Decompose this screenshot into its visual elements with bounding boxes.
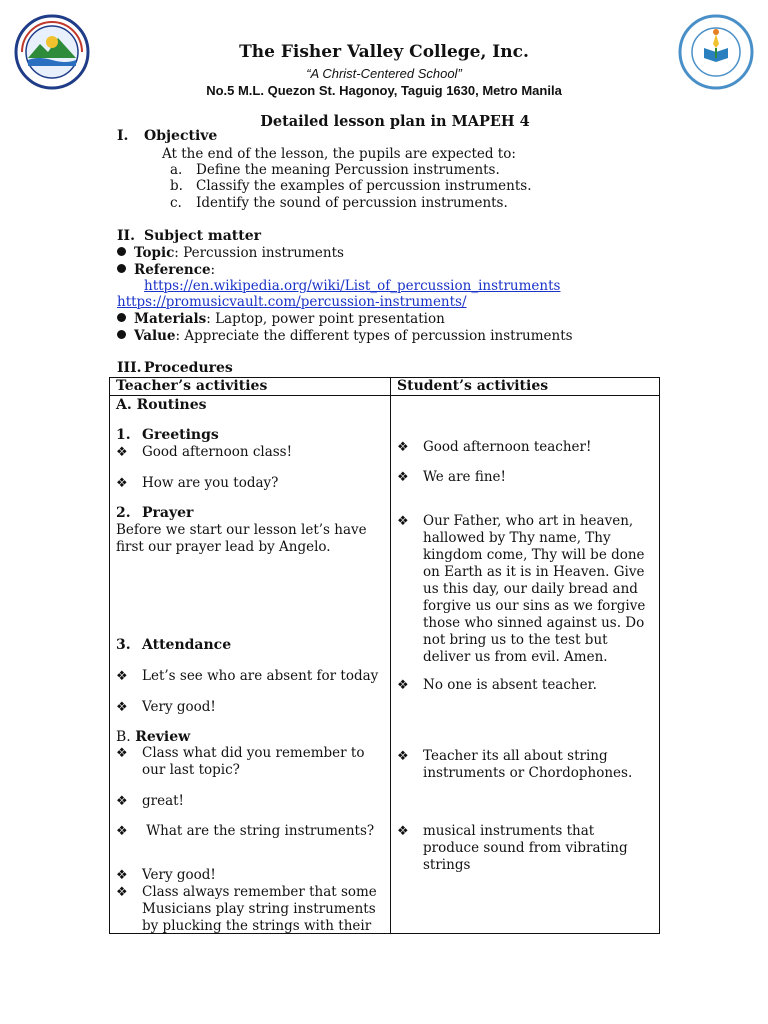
- college-motto: “A Christ-Centered School”: [306, 66, 462, 81]
- diamond-bullet-icon: ❖: [116, 669, 128, 684]
- student-response-5: ❖ Teacher its all about string instruments or Chordophones.: [397, 748, 633, 781]
- student-activities-cell: [391, 396, 660, 934]
- teacher-review-2: ❖ great!: [116, 793, 184, 809]
- subject-numeral: II.: [117, 228, 135, 244]
- objective-intro: At the end of the lesson, the pupils are expected to:: [162, 146, 516, 162]
- teacher-review-1: ❖ Class what did you remember to our last topic?: [116, 745, 365, 778]
- routines-heading: A. Routines: [116, 397, 207, 413]
- diamond-bullet-icon: ❖: [116, 868, 128, 883]
- diamond-bullet-icon: ❖: [397, 678, 409, 693]
- prayer-heading: 2. Prayer: [116, 505, 194, 521]
- student-response-6: ❖ musical instruments that produce sound from vibrating strings: [397, 823, 628, 873]
- teacher-review-5: ❖ Class always remember that some Musicians play string instruments by plucking the strings with their: [116, 884, 377, 934]
- college-address: No.5 M.L. Quezon St. Hagonoy, Taguig 1630, Metro Manila: [206, 83, 562, 98]
- table-body-row: [110, 396, 660, 934]
- teacher-review-3: ❖ What are the string instruments?: [116, 823, 375, 839]
- reference-link-promusicvault[interactable]: https://promusicvault.com/percussion-instruments/: [117, 294, 467, 310]
- diamond-bullet-icon: ❖: [397, 749, 409, 764]
- col-header-student: Student’s activities: [391, 378, 660, 396]
- teacher-attendance-2: ❖ Very good!: [116, 699, 216, 715]
- bullet-dot: [117, 264, 126, 273]
- teacher-greet-2: ❖ How are you today?: [116, 475, 279, 491]
- teacher-review-4: ❖ Very good!: [116, 867, 216, 883]
- procedures-heading: Procedures: [144, 360, 233, 376]
- lesson-title: Detailed lesson plan in MAPEH 4: [260, 113, 530, 130]
- teacher-activities-cell: [110, 396, 391, 934]
- diamond-bullet-icon: ❖: [116, 885, 128, 900]
- bullet-dot: [117, 330, 126, 339]
- student-response-4: ❖ No one is absent teacher.: [397, 677, 597, 693]
- teacher-attendance-1: ❖ Let’s see who are absent for today: [116, 668, 379, 684]
- college-name: The Fisher Valley College, Inc.: [239, 42, 529, 62]
- objective-item-b: b. Classify the examples of percussion instruments.: [170, 178, 532, 194]
- table-header-row: [110, 378, 660, 396]
- attendance-heading: 3. Attendance: [116, 637, 232, 653]
- bullet-dot: [117, 313, 126, 322]
- student-response-1: ❖ Good afternoon teacher!: [397, 439, 592, 455]
- objective-item-c: c. Identify the sound of percussion instruments.: [170, 195, 508, 211]
- diamond-bullet-icon: ❖: [116, 824, 128, 839]
- objective-item-a: a. Define the meaning Percussion instruments.: [170, 162, 500, 178]
- diamond-bullet-icon: ❖: [116, 476, 128, 491]
- bullet-dot: [117, 247, 126, 256]
- objective-numeral: I.: [117, 128, 129, 144]
- procedures-numeral: III.: [117, 360, 142, 376]
- diamond-bullet-icon: ❖: [397, 470, 409, 485]
- value-line: Value: Appreciate the different types of percussion instruments: [117, 328, 573, 345]
- diamond-bullet-icon: ❖: [397, 440, 409, 455]
- diamond-bullet-icon: ❖: [397, 824, 409, 839]
- objective-heading: Objective: [144, 128, 218, 144]
- review-heading: B. Review: [116, 729, 191, 745]
- reference-line: Reference:: [117, 262, 215, 279]
- reference-link-wikipedia[interactable]: https://en.wikipedia.org/wiki/List_of_percussion_instruments: [144, 278, 561, 294]
- student-response-2: ❖ We are fine!: [397, 469, 506, 485]
- teacher-prayer-text: Before we start our lesson let’s have first our prayer lead by Angelo.: [116, 522, 367, 555]
- greetings-heading: 1. Greetings: [116, 427, 219, 443]
- diamond-bullet-icon: ❖: [116, 445, 128, 460]
- procedures-table: [109, 377, 660, 934]
- diamond-bullet-icon: ❖: [116, 746, 128, 761]
- teacher-greet-1: ❖ Good afternoon class!: [116, 444, 293, 460]
- subject-heading: Subject matter: [144, 228, 262, 244]
- diamond-bullet-icon: ❖: [397, 514, 409, 529]
- materials-line: Materials: Laptop, power point presentation: [117, 311, 445, 328]
- diamond-bullet-icon: ❖: [116, 794, 128, 809]
- col-header-teacher: Teacher’s activities: [110, 378, 391, 396]
- student-prayer: ❖ Our Father, who art in heaven, hallowed by Thy name, Thy kingdom come, Thy will be done on Earth as it is in Heaven. Give us this day, our daily bread and forgive us our sins as we forgive those who sinned against us. Do not bring us to the test but deliver us from evil. Amen.: [397, 513, 646, 665]
- diamond-bullet-icon: ❖: [116, 700, 128, 715]
- topic-line: Topic: Percussion instruments: [117, 245, 344, 262]
